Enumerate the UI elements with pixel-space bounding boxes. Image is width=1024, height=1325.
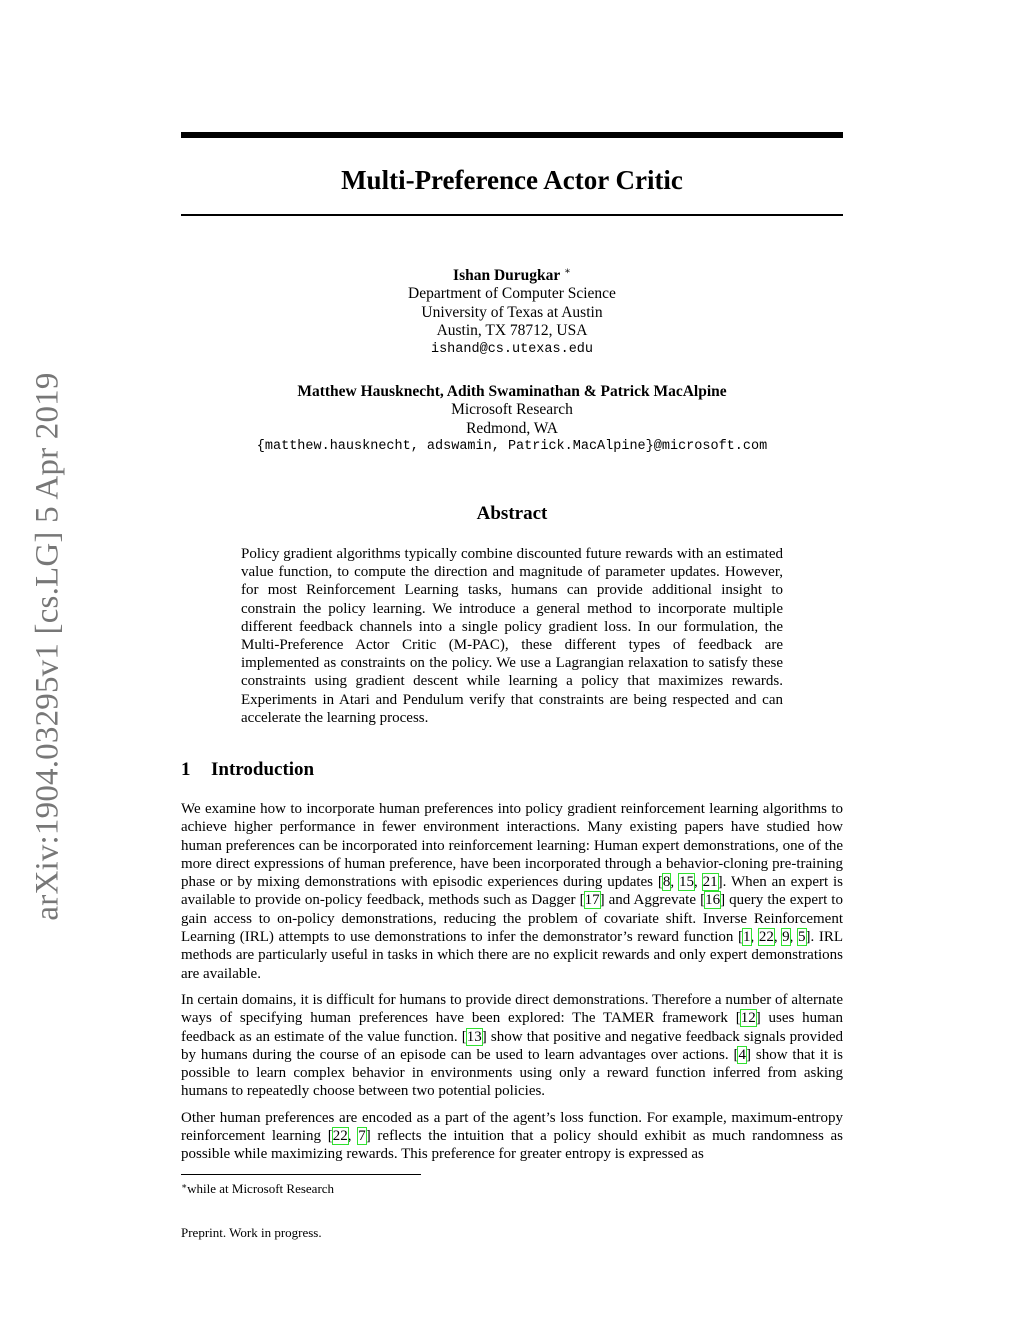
arxiv-id-text: arXiv:1904.03295v1 [cs.LG] 5 Apr 2019	[29, 371, 66, 921]
section-title: Introduction	[211, 759, 315, 780]
author-names: Matthew Hausknecht, Adith Swaminathan & Patrick MacAlpine	[297, 383, 727, 400]
citation-link[interactable]: 9	[782, 929, 790, 946]
footnote-marker: ∗	[181, 1181, 188, 1191]
section-heading-introduction	[181, 759, 314, 781]
author-affiliation-line: Austin, TX 78712, USA	[436, 322, 588, 340]
title-bottom-rule	[181, 214, 843, 216]
author-footnote-marker: ∗	[564, 266, 571, 277]
author-affiliation-line: Microsoft Research	[451, 401, 573, 419]
citation-link[interactable]: 21	[702, 874, 718, 891]
title-top-rule	[181, 132, 843, 138]
introduction-body	[181, 800, 843, 1172]
abstract-heading: Abstract	[476, 503, 548, 524]
citation-link[interactable]: 4	[738, 1046, 746, 1063]
citation-link[interactable]: 22	[332, 1128, 348, 1145]
citation-link[interactable]: 13	[466, 1028, 482, 1045]
author-affiliation-line: Redmond, WA	[466, 419, 558, 437]
footnote-text: while at Microsoft Research	[187, 1181, 335, 1196]
arxiv-side-identifier	[28, 362, 68, 930]
paragraph-1: We examine how to incorporate human preferences into policy gradient reinforcement learning algorithms to achieve higher performance in fewer environment interactions. Many existing papers have studied how human preferences can be incorporated into reinforcement learning: Human expert demonstrations, one of the more direct expressions of human preference, have been incorporated through a behavior-cloning pre-training phase or by mixing demonstrations with episodic experiences during updates [8, 15, 21]. When an expert is available to provide on-policy feedback, methods such as Dagger [17] and Aggrevate [16] query the expert to gain access to on-policy demonstrations, reducing the problem of covariate shift. Inverse Reinforcement Learning (IRL) attempts to use demonstrations to infer the demonstrator’s reward function [1, 22, 9, 5]. IRL methods are particularly useful in tasks in which there are no explicit rewards and only expert demonstrations are available.	[181, 801, 844, 982]
paragraph-2: In certain domains, it is difficult for humans to provide direct demonstrations. Therefore a number of alternate ways of specifying human preferences have been explored: The TAMER framework [12] uses human feedback as an estimate of the value function. [13] show that positive and negative feedback signals provided by humans during the course of an episode can be used to learn advantages over actions. [4] show that it is possible to learn complex behavior in environments using only a reward function inferred from asking humans to repeatedly choose between two potential policies.	[181, 991, 843, 1100]
author-block-2	[181, 383, 843, 457]
abstract-text: Policy gradient algorithms typically combine discounted future rewards with an estimated value function, to compute the direction and magnitude of parameter updates. However, for most Reinforcement Learning tasks, humans can provide additional insight to constrain the policy learning. We introduce a general method to incorporate multiple different feedback channels into a single policy gradient loss. In our formulation, the Multi-Preference Actor Critic (M-PAC), these different types of feedback are implemented as constraints on the policy. We use a Lagrangian relaxation to satisfy these constraints using gradient descent while learning a policy that maximizes rewards. Experiments in Atari and Pendulum verify that constraints are being respected and can accelerate the learning process.	[241, 546, 783, 726]
author-name: Ishan Durugkar	[453, 267, 561, 284]
section-number: 1	[181, 759, 191, 780]
citation-link[interactable]: 5	[798, 929, 806, 946]
footnote-rule	[181, 1174, 421, 1175]
author-affiliation-line: University of Texas at Austin	[421, 303, 603, 321]
author-email: ishand@cs.utexas.edu	[430, 341, 594, 357]
author-affiliation-line: Department of Computer Science	[408, 285, 616, 303]
paragraph-3: Other human preferences are encoded as a part of the agent’s loss function. For example, maximum-entropy reinforcement learning [22, 7] reflects the intuition that a policy should exhibit as much randomness as possible while maximizing rewards. This preference for greater entropy is expressed as	[181, 1109, 843, 1163]
citation-link[interactable]: 1	[743, 929, 751, 946]
author-block-1	[181, 263, 843, 359]
footnote	[181, 1178, 334, 1197]
paper-title: Multi-Preference Actor Critic	[341, 165, 683, 195]
citation-link[interactable]: 15	[679, 874, 694, 891]
citation-link[interactable]: 17	[584, 892, 600, 909]
citation-link[interactable]: 22	[758, 929, 774, 946]
citation-link[interactable]: 7	[358, 1128, 366, 1145]
citation-link[interactable]: 12	[740, 1010, 756, 1027]
citation-link[interactable]: 16	[705, 892, 721, 909]
citation-link[interactable]: 8	[662, 874, 671, 891]
preprint-note: Preprint. Work in progress.	[181, 1225, 322, 1240]
author-email: {matthew.hausknecht, adswamin, Patrick.MacAlpine}@microsoft.com	[256, 439, 768, 455]
